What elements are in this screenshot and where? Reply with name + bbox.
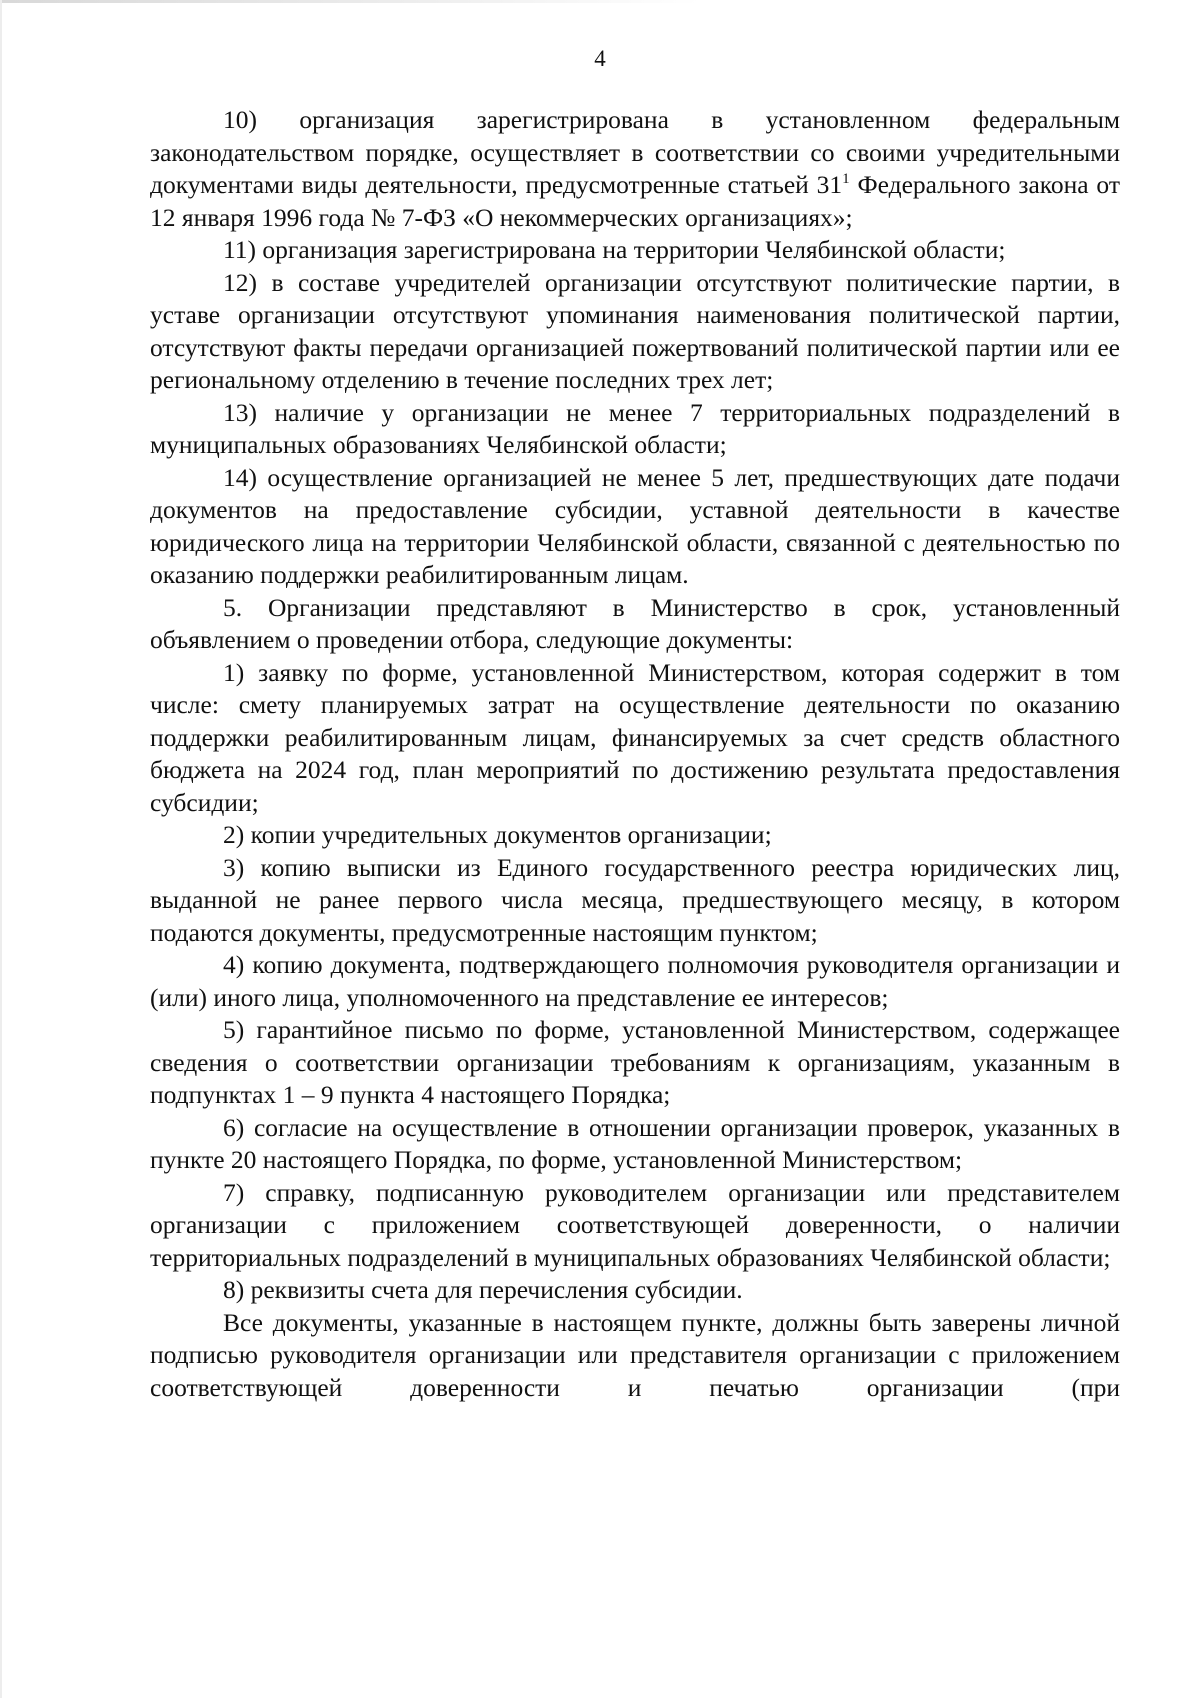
paragraph-item-10 [150, 104, 1120, 234]
paragraph-clause-5-7: 7) справку, подписанную руководителем организации или представителем организации с приложением соответствующей доверенности, о наличии территориальных подразделений в муниципальных образованиях Челябинской области; [150, 1177, 1120, 1272]
paragraph-item-10-tail: Федерального закона от 12 января 1996 года № 7-ФЗ «О некоммерческих организациях»; [150, 170, 1120, 232]
paragraph-item-13: 13) наличие у организации не менее 7 территориальных подразделений в муниципальных образованиях Челябинской области; [150, 397, 1120, 459]
paragraph-clause-5-2: 2) копии учредительных документов организации; [223, 820, 772, 849]
paragraph-item-14: 14) осуществление организацией не менее 5 лет, предшествующих дате подачи документов на предоставление субсидии, уставной деятельности в качестве юридического лица на территории Челябинской области, связанной с деятельностью по оказанию поддержки реабилитированным лицам. [150, 462, 1120, 589]
paragraph-clause-5-3: 3) копию выписки из Единого государственного реестра юридических лиц, выданной не ранее первого числа месяца, предшествующего месяцу, в котором подаются документы, предусмотренные настоящим пунктом; [150, 852, 1120, 947]
paragraph-clause-5-1: 1) заявку по форме, установленной Министерством, которая содержит в том числе: смету планируемых затрат на осуществление деятельности по оказанию поддержки реабилитированным лицам, финансируемых за счет средств областного бюджета на 2024 год, план мероприятий по достижению результата предоставления субсидии; [150, 657, 1120, 817]
document-body [150, 104, 1120, 1404]
paragraph-item-12: 12) в составе учредителей организации отсутствуют политические партии, в уставе организации отсутствуют упоминания наименования политической партии, отсутствуют факты передачи организацией пожертвований политической партии или ее региональному отделению в течение последних трех лет; [150, 267, 1120, 394]
paragraph-clause-5-5: 5) гарантийное письмо по форме, установленной Министерством, содержащее сведения о соответствии организации требованиям к организациям, указанным в подпунктах 1 – 9 пункта 4 настоящего Порядка; [150, 1015, 1120, 1109]
scan-edge-left [0, 0, 2, 1698]
paragraph-clause-5-6: 6) согласие на осуществление в отношении организации проверок, указанных в пункте 20 настоящего Порядка, по форме, установленной Министерством; [150, 1112, 1120, 1174]
scan-edge-top [0, 0, 700, 3]
paragraph-clause-5: 5. Организации представляют в Министерство в срок, установленный объявлением о проведении отбора, следующие документы: [150, 592, 1120, 654]
superscript: 1 [842, 171, 850, 187]
paragraph-item-10-text: 10) организация зарегистрирована в установленном федеральным законодательством порядке, осуществляет в соответствии со своими учредительными документами виды деятельности, предусмотренные статьей 31 [150, 105, 1120, 199]
paragraph-clause-5-4: 4) копию документа, подтверждающего полномочия руководителя организации и (или) иного лица, уполномоченного на представление ее интересов; [150, 950, 1120, 1012]
paragraph-item-11: 11) организация зарегистрирована на территории Челябинской области; [223, 235, 1006, 264]
paragraph-clause-5-8: 8) реквизиты счета для перечисления субсидии. [223, 1275, 743, 1304]
page-number: 4 [594, 46, 606, 71]
paragraph-certification: Все документы, указанные в настоящем пункте, должны быть заверены личной подписью руководителя организации или представителя организации с приложением соответствующей доверенности и печатью организации (при [150, 1307, 1120, 1402]
